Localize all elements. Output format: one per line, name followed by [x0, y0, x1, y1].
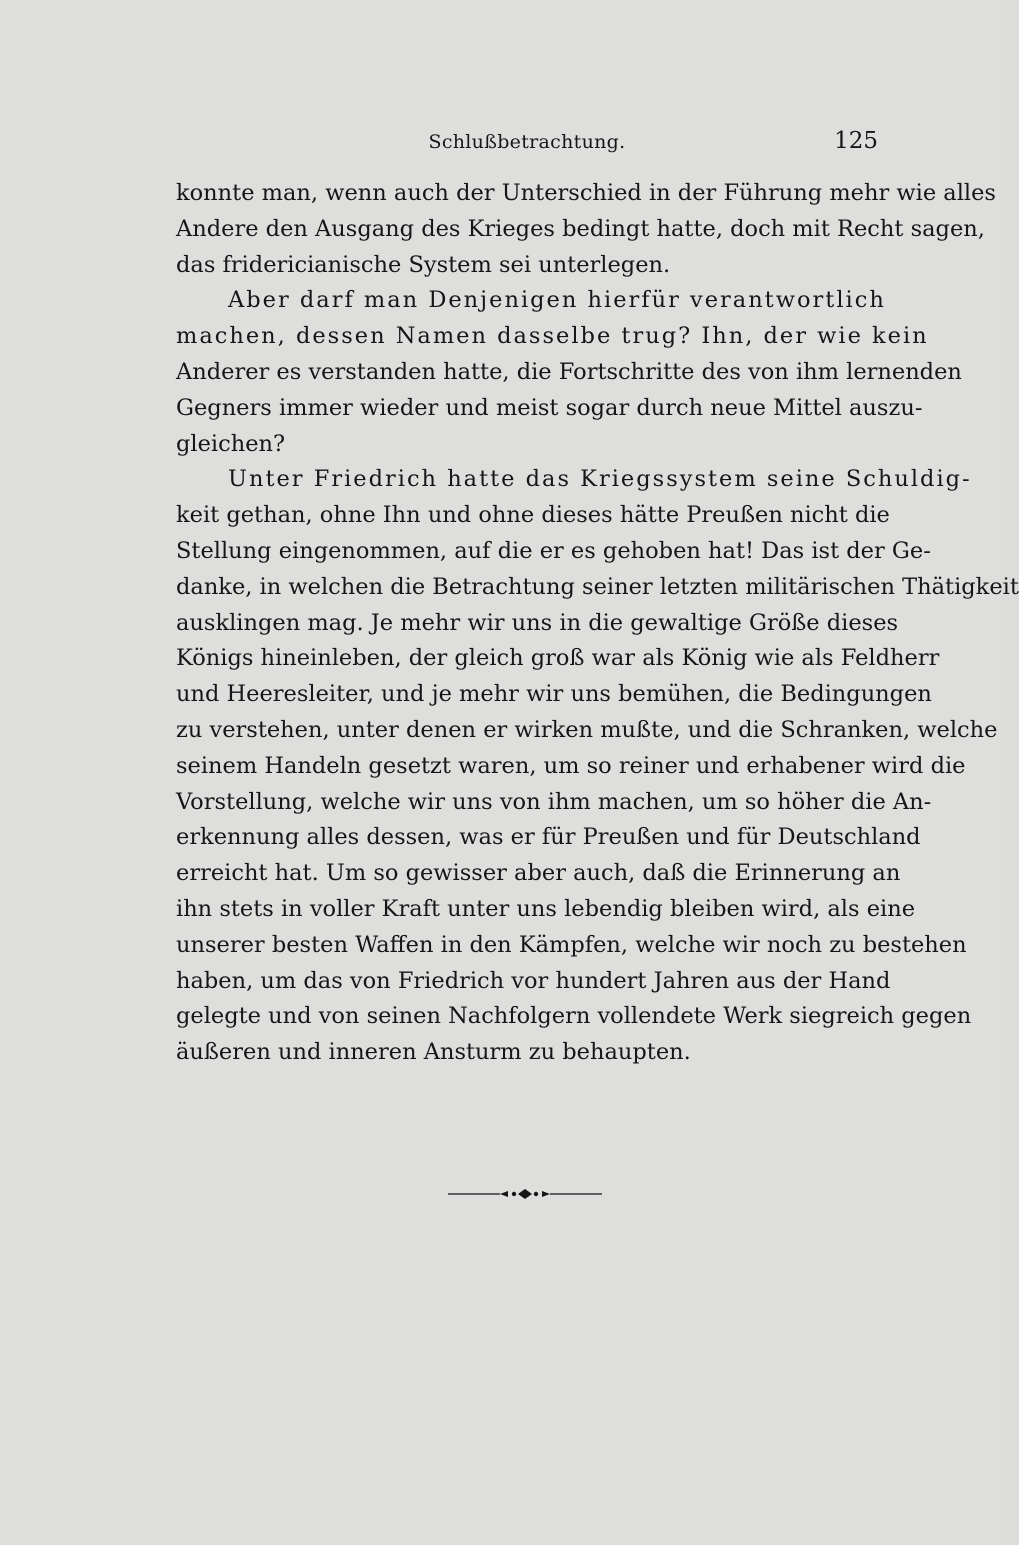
- body-text: [176, 176, 1019, 1071]
- text-line: danke, in welchen die Betrachtung seiner letzten militärischen Thätigkeit: [176, 573, 1019, 600]
- text-line: äußeren und inneren Ansturm zu behaupten.: [176, 1039, 691, 1066]
- text-line: das fridericianische System sei unterlegen.: [176, 251, 671, 278]
- text-line: erreicht hat. Um so gewisser aber auch, daß die Erinnerung an: [176, 860, 901, 887]
- text-line: erkennung alles dessen, was er für Preußen und für Deutschland: [176, 824, 921, 851]
- running-title: Schlußbetrachtung.: [428, 131, 626, 153]
- text-line: und Heeresleiter, und je mehr wir uns bemühen, die Bedingungen: [176, 681, 932, 708]
- text-line: zu verstehen, unter denen er wirken mußte, und die Schranken, welche: [176, 716, 998, 743]
- closing-ornament: [448, 1186, 602, 1202]
- text-line: machen, dessen Namen dasselbe trug? Ihn, der wie kein: [176, 323, 929, 350]
- text-line: Gegners immer wieder und meist sogar durch neue Mittel auszu-: [176, 394, 923, 421]
- text-line: Königs hineinleben, der gleich groß war als König wie als Feldherr: [176, 645, 940, 672]
- text-line: Stellung eingenommen, auf die er es gehoben hat! Das ist der Ge-: [176, 537, 931, 564]
- text-line: gleichen?: [176, 430, 286, 457]
- text-line: Andere den Ausgang des Krieges bedingt hatte, doch mit Recht sagen,: [176, 215, 985, 242]
- text-line: unserer besten Waffen in den Kämpfen, welche wir noch zu bestehen: [176, 931, 967, 958]
- text-line: ihn stets in voller Kraft unter uns lebendig bleiben wird, als eine: [176, 895, 916, 922]
- text-line: ausklingen mag. Je mehr wir uns in die gewaltige Größe dieses: [176, 609, 899, 636]
- text-line: haben, um das von Friedrich vor hundert Jahren aus der Hand: [176, 967, 891, 994]
- text-line: keit gethan, ohne Ihn und ohne dieses hätte Preußen nicht die: [176, 502, 890, 529]
- page-number: 125: [834, 128, 878, 154]
- running-head: [176, 128, 878, 158]
- text-line: Anderer es verstanden hatte, die Fortschritte des von ihm lernenden: [176, 358, 962, 385]
- text-line: Vorstellung, welche wir uns von ihm machen, um so höher die An-: [176, 788, 932, 815]
- text-line: gelegte und von seinen Nachfolgern vollendete Werk siegreich gegen: [176, 1003, 972, 1030]
- text-line: konnte man, wenn auch der Unterschied in der Führung mehr wie alles: [176, 180, 996, 206]
- text-line: Aber darf man Denjenigen hierfür verantwortlich: [228, 287, 886, 314]
- text-line: Unter Friedrich hatte das Kriegssystem seine Schuldig-: [228, 466, 972, 493]
- text-line: seinem Handeln gesetzt waren, um so reiner und erhabener wird die: [176, 752, 966, 779]
